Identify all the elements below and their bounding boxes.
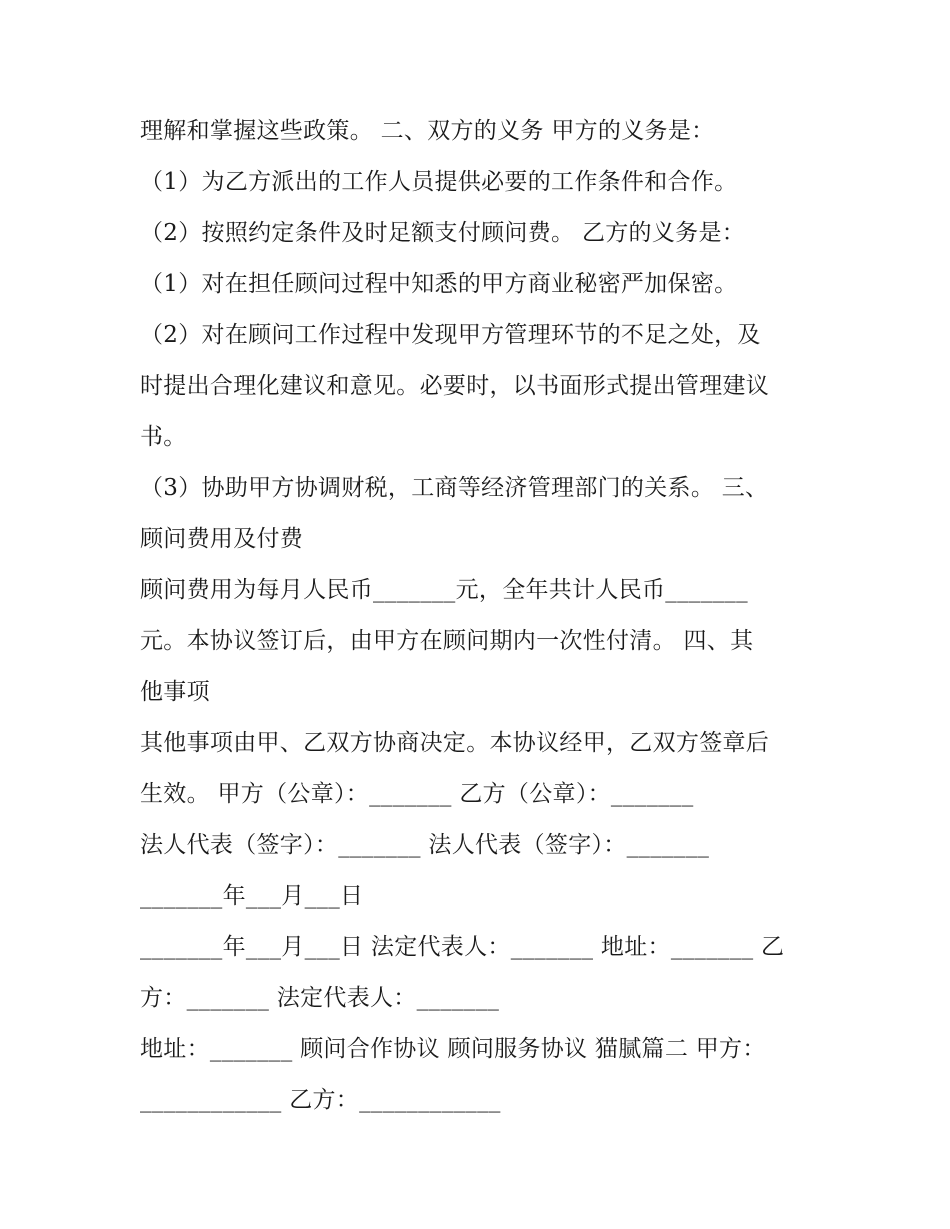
text-line: 其他事项由甲、乙双方协商决定。本协议经甲，乙双方签章后: [140, 730, 770, 756]
text-line: 地址：_______ 顾问合作协议 顾问服务协议 猫腻篇二 甲方：: [140, 1036, 766, 1062]
text-line: _______年___月___日 法定代表人：_______ 地址：_______ 乙: [140, 934, 785, 960]
text-line: 顾问费用及付费: [140, 526, 304, 552]
text-line: 生效。 甲方（公章）：_______ 乙方（公章）：_______: [140, 781, 694, 807]
text-line: 书。: [140, 424, 187, 450]
text-line: _______年___月___日: [140, 883, 364, 909]
text-line: 元。本协议签订后，由甲方在顾问期内一次性付清。 四、其: [140, 628, 754, 654]
text-line: （1）对在担任顾问过程中知悉的甲方商业秘密严加保密。: [140, 271, 738, 297]
document-body: [140, 106, 820, 1126]
text-line: 时提出合理化建议和意见。必要时，以书面形式提出管理建议: [140, 373, 770, 399]
text-line: 理解和掌握这些政策。 二、双方的义务 甲方的义务是：: [140, 118, 715, 144]
text-line: （2）对在顾问工作过程中发现甲方管理环节的不足之处，及: [140, 322, 761, 348]
text-line: （2）按照约定条件及时足额支付顾问费。 乙方的义务是：: [140, 220, 746, 246]
text-line: （3）协助甲方协调财税，工商等经济管理部门的关系。 三、: [140, 475, 769, 501]
text-line: ____________ 乙方：____________: [140, 1087, 501, 1113]
text-line: 他事项: [140, 679, 210, 705]
text-line: （1）为乙方派出的工作人员提供必要的工作条件和合作。: [140, 169, 738, 195]
text-line: 法人代表（签字）：_______ 法人代表（签字）：_______: [140, 832, 710, 858]
text-line: 顾问费用为每月人民币_______元，全年共计人民币_______: [140, 577, 748, 603]
text-line: 方：_______ 法定代表人：_______: [140, 985, 500, 1011]
